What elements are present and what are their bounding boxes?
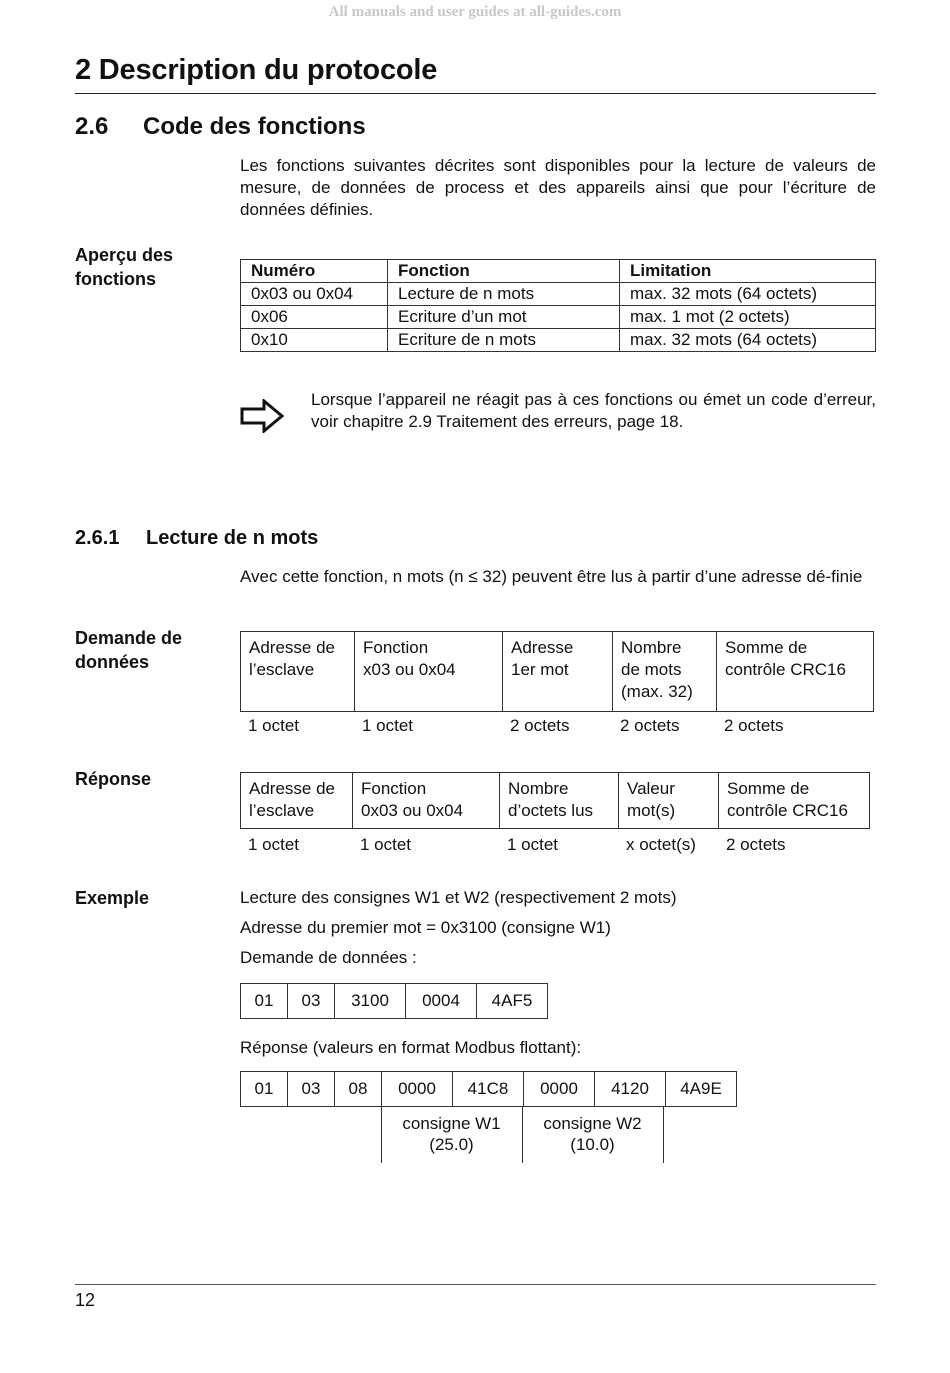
response-example-label: Réponse (valeurs en format Modbus flottant): (240, 1038, 582, 1057)
size-cell: 1 octet (507, 835, 559, 854)
table-row (241, 632, 874, 712)
table-cell (719, 773, 870, 829)
side-label-line: fonctions (75, 269, 156, 289)
table-row (241, 773, 870, 829)
side-label-line: Demande de (75, 628, 183, 648)
table-row (241, 306, 876, 329)
subsection-number: 2.6.1 (75, 527, 120, 549)
label-line: (25.0) (429, 1135, 474, 1154)
request-frame-table (240, 631, 874, 712)
response-side-label: Réponse (75, 769, 152, 789)
table-row (241, 283, 876, 306)
byte-cell: 03 (288, 984, 335, 1019)
example-response-bytes (240, 1071, 737, 1107)
table-cell (355, 632, 503, 712)
byte-cell: 0000 (382, 1072, 453, 1107)
cell-line: l’esclave (249, 801, 315, 820)
functions-table (240, 259, 876, 352)
table-cell (241, 632, 355, 712)
table-row (240, 715, 874, 737)
size-cell: 2 octets (724, 716, 784, 735)
overview-side-label (75, 243, 225, 291)
cell-line: contrôle CRC16 (725, 660, 846, 679)
table-cell (613, 632, 717, 712)
cell-line: Somme de (725, 638, 808, 657)
table-row (240, 834, 870, 856)
response-frame-table (240, 772, 870, 829)
cell-line: Adresse de (249, 779, 335, 798)
table-row (241, 984, 548, 1019)
table-cell: 0x06 (241, 306, 388, 329)
cell-line: 1er mot (511, 660, 569, 679)
table-cell: Ecriture de n mots (388, 329, 620, 352)
label-line: consigne W2 (543, 1114, 642, 1133)
byte-cell: 0000 (524, 1072, 595, 1107)
cell-line: Fonction (363, 638, 429, 657)
example-side-label: Exemple (75, 888, 150, 908)
cell-line: Nombre (621, 638, 682, 657)
cell-line: x03 ou 0x04 (363, 660, 456, 679)
example-line: Demande de données : (240, 948, 417, 967)
size-cell: 1 octet (248, 716, 300, 735)
watermark: All manuals and user guides at all-guides.com (328, 4, 622, 20)
example-line: Lecture des consignes W1 et W2 (respectivement 2 mots) (240, 888, 677, 907)
byte-cell: 0004 (406, 984, 477, 1019)
table-cell (500, 773, 619, 829)
table-cell: max. 32 mots (64 octets) (620, 283, 876, 306)
size-cell: 1 octet (248, 835, 300, 854)
consigne-w2-label (522, 1113, 663, 1155)
table-cell: Ecriture d’un mot (388, 306, 620, 329)
note-text: Lorsque l’appareil ne réagit pas à ces fonctions ou émet un code d’erreur, voir chapitre 2.9 Traitement des erreurs, page 18. (311, 390, 876, 431)
byte-cell: 41C8 (453, 1072, 524, 1107)
subsection-intro: Avec cette fonction, n mots (n ≤ 32) peuvent être lus à partir d’une adresse dé-finie (240, 567, 863, 586)
size-cell: 2 octets (726, 835, 786, 854)
cell-line: Nombre (508, 779, 569, 798)
bracket-line (663, 1106, 664, 1163)
subsection-title: Lecture de n mots (146, 527, 319, 549)
byte-cell: 01 (241, 984, 288, 1019)
table-cell: 0x03 ou 0x04 (241, 283, 388, 306)
table-cell (353, 773, 500, 829)
header-rule (75, 93, 876, 94)
table-header-cell: Limitation (620, 260, 876, 283)
chapter-title: 2 Description du protocole (75, 54, 438, 86)
page-number: 12 (75, 1290, 96, 1310)
table-header-cell: Numéro (241, 260, 388, 283)
request-side-label (75, 626, 225, 674)
cell-line: de mots (621, 660, 682, 679)
cell-line: 0x03 ou 0x04 (361, 801, 464, 820)
label-line: (10.0) (570, 1135, 615, 1154)
table-header-cell: Fonction (388, 260, 620, 283)
side-label-line: Aperçu des (75, 245, 174, 265)
arrow-right-icon (240, 399, 284, 433)
label-line: consigne W1 (402, 1114, 501, 1133)
size-cell: 2 octets (620, 716, 680, 735)
table-cell (241, 773, 353, 829)
cell-line: Adresse de (249, 638, 335, 657)
table-cell (619, 773, 719, 829)
cell-line: Fonction (361, 779, 427, 798)
table-cell: Lecture de n mots (388, 283, 620, 306)
byte-cell: 4120 (595, 1072, 666, 1107)
example-line: Adresse du premier mot = 0x3100 (consigne W1) (240, 918, 611, 937)
cell-line: l’esclave (249, 660, 315, 679)
table-cell: max. 1 mot (2 octets) (620, 306, 876, 329)
footer-rule (75, 1284, 876, 1285)
intro-paragraph: Les fonctions suivantes décrites sont disponibles pour la lecture de valeurs de mesure, de données de process et des appareils ainsi que pour l’écriture de données définies. (240, 156, 876, 219)
response-sizes-row (240, 834, 870, 856)
section-title: Code des fonctions (143, 113, 366, 140)
table-header-row (241, 260, 876, 283)
table-row (241, 1072, 737, 1107)
size-cell: 1 octet (360, 835, 412, 854)
request-sizes-row (240, 715, 874, 737)
side-label-line: données (75, 652, 150, 672)
section-number: 2.6 (75, 113, 109, 140)
consigne-w1-label (381, 1113, 522, 1155)
table-row (241, 329, 876, 352)
byte-cell: 4AF5 (477, 984, 548, 1019)
cell-line: Valeur (627, 779, 675, 798)
byte-cell: 01 (241, 1072, 288, 1107)
cell-line: d’octets lus (508, 801, 594, 820)
cell-line: (max. 32) (621, 682, 693, 701)
size-cell: 2 octets (510, 716, 570, 735)
example-request-bytes (240, 983, 548, 1019)
table-cell (503, 632, 613, 712)
size-cell: 1 octet (362, 716, 414, 735)
cell-line: Somme de (727, 779, 810, 798)
byte-cell: 03 (288, 1072, 335, 1107)
byte-cell: 4A9E (666, 1072, 737, 1107)
cell-line: mot(s) (627, 801, 676, 820)
table-cell: 0x10 (241, 329, 388, 352)
size-cell: x octet(s) (626, 835, 696, 854)
table-cell (717, 632, 874, 712)
byte-cell: 08 (335, 1072, 382, 1107)
byte-cell: 3100 (335, 984, 406, 1019)
cell-line: contrôle CRC16 (727, 801, 848, 820)
cell-line: Adresse (511, 638, 574, 657)
table-cell: max. 32 mots (64 octets) (620, 329, 876, 352)
